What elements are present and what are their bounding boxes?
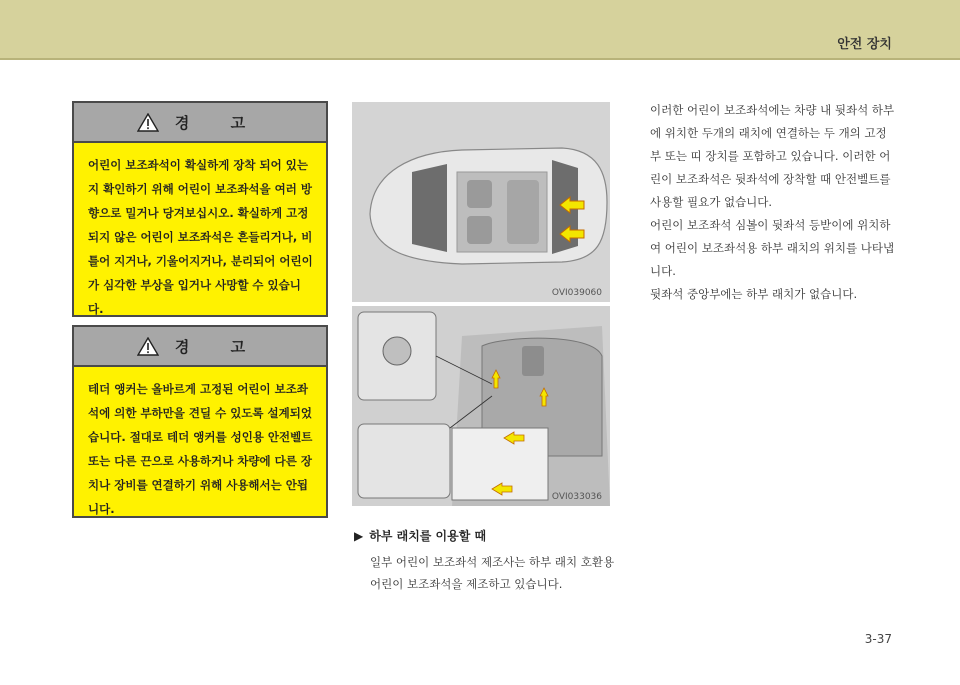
paragraph: 이러한 어린이 보조좌석에는 차량 내 뒷좌석 하부에 위치한 두개의 래치에 연결하는 두 개의 고정 부 또는 띠 장치를 포함하고 있습니다. 이러한 어린이 보조좌석은 뒷좌석에 장착할 때 안전벨트를 사용할 필요가 없습니다. xyxy=(650,103,895,209)
car-top-view-icon xyxy=(352,102,610,302)
section-title: 안전 장치 xyxy=(837,37,892,52)
warning-text: 어린이 보조좌석이 확실하게 장착 되어 있는지 확인하기 위해 어린이 보조좌석을 여러 방향으로 밀거나 당겨보십시오. 확실하게 고정되지 않은 어린이 보조좌석은 흔들리거나, 비틀어 지거나, 기울어지거나, 분리되어 어린이가 심각한 부상을 입거나 사망할 수 있습니다. xyxy=(88,158,313,316)
warning-header xyxy=(74,327,326,367)
subsection-heading xyxy=(354,527,486,544)
warning-triangle-icon xyxy=(137,113,159,132)
warning-text: 테더 앵커는 올바르게 고정된 어린이 보조좌석에 의한 부하만을 견딜 수 있도록 설계되었습니다. 절대로 테더 앵커를 성인용 안전벨트 또는 다른 끈으로 사용하거나 차량에 다른 장치나 장비를 연결하기 위해 사용해서는 안됩니다. xyxy=(88,382,313,516)
subsection-title: 하부 래치를 이용할 때 xyxy=(369,529,487,543)
image-caption: OVI039060 xyxy=(551,288,602,298)
warning-label: 경 고 xyxy=(174,113,264,132)
subsection-text: 일부 어린이 보조좌석 제조사는 하부 래치 호환용 어린이 보조좌석을 제조하고 있습니다. xyxy=(370,555,615,591)
warning-triangle-icon xyxy=(137,337,159,356)
header-bar xyxy=(0,0,960,58)
triangle-bullet-icon: ▶ xyxy=(354,528,364,543)
header-divider xyxy=(0,58,960,60)
rear-seat-anchors-image xyxy=(352,306,610,506)
paragraph: 뒷좌석 중앙부에는 하부 래치가 없습니다. xyxy=(650,287,858,301)
warning-box-1 xyxy=(72,101,328,317)
car-top-view-image xyxy=(352,102,610,302)
image-caption: OVI033036 xyxy=(551,492,602,502)
warning-header xyxy=(74,103,326,143)
body-text xyxy=(650,99,900,306)
paragraph: 어린이 보조좌석 심볼이 뒷좌석 등받이에 위치하여 어린이 보조좌석용 하부 래치의 위치를 나타냅니다. xyxy=(650,218,895,278)
rear-seat-anchors-icon xyxy=(352,306,610,506)
warning-label: 경 고 xyxy=(174,337,264,356)
page-number: 3-37 xyxy=(864,632,892,646)
warning-box-2 xyxy=(72,325,328,518)
